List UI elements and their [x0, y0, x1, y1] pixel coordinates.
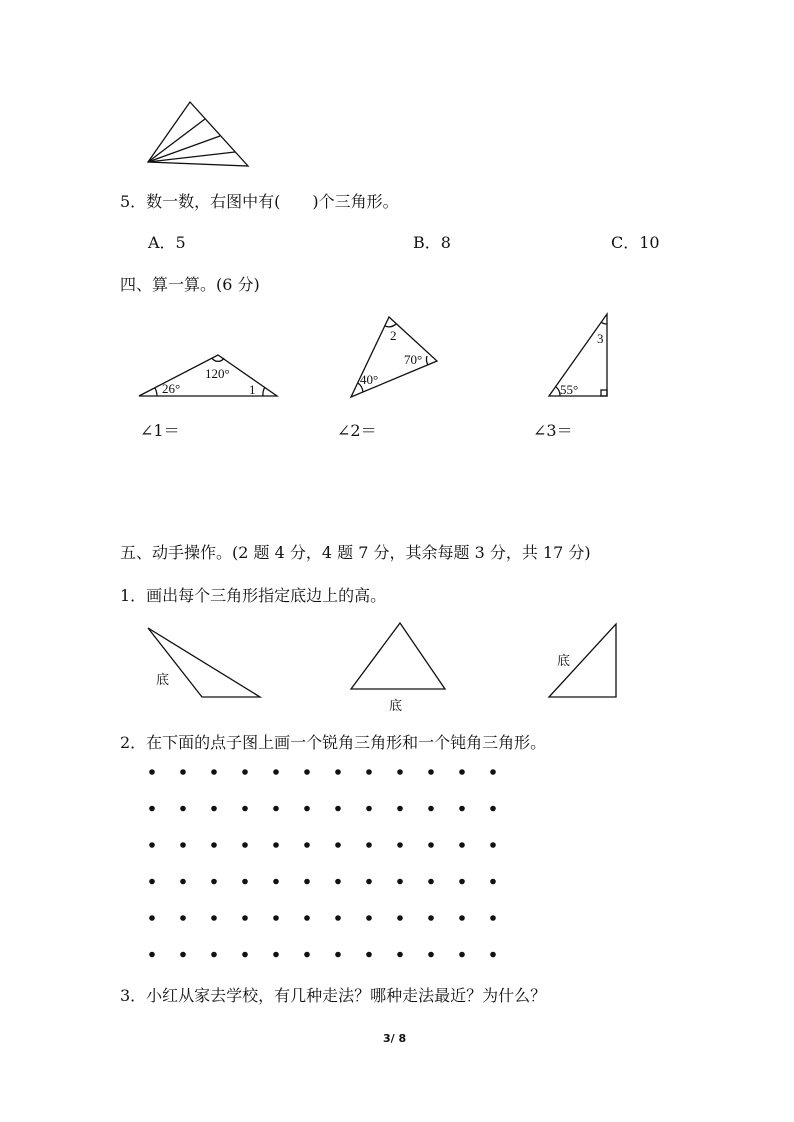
grid-dot[interactable] [211, 806, 217, 812]
grid-dot[interactable] [242, 952, 248, 958]
grid-dot[interactable] [397, 806, 403, 812]
grid-dot[interactable] [242, 879, 248, 885]
angle-label-26: 26° [162, 381, 181, 396]
grid-dot[interactable] [242, 806, 248, 812]
grid-dot[interactable] [366, 806, 372, 812]
grid-dot[interactable] [273, 769, 279, 775]
grid-dot[interactable] [273, 842, 279, 848]
grid-dot[interactable] [304, 769, 310, 775]
grid-dot[interactable] [335, 842, 341, 848]
grid-dot[interactable] [211, 769, 217, 775]
angle-label-70: 70° [404, 352, 423, 367]
q5-text: 5．数一数，右图中有( )个三角形。 [120, 192, 399, 211]
grid-dot[interactable] [149, 915, 155, 921]
grid-dot[interactable] [490, 952, 496, 958]
grid-dot[interactable] [397, 842, 403, 848]
angle-triangle-2 [346, 313, 446, 401]
grid-dot[interactable] [180, 842, 186, 848]
angle-label-2: 2 [390, 328, 397, 343]
grid-dot[interactable] [490, 879, 496, 885]
grid-dot[interactable] [459, 879, 465, 885]
grid-dot[interactable] [459, 915, 465, 921]
answer-angle-1: ∠1＝ [140, 421, 180, 440]
grid-dot[interactable] [304, 879, 310, 885]
grid-dot[interactable] [490, 842, 496, 848]
angle-label-1: 1 [249, 382, 256, 397]
angle-label-40: 40° [360, 372, 379, 387]
grid-dot[interactable] [335, 952, 341, 958]
dot-grid[interactable] [140, 762, 506, 962]
angle-triangle-3 [545, 310, 615, 402]
grid-dot[interactable] [211, 842, 217, 848]
grid-dot[interactable] [211, 915, 217, 921]
q2-text: 2．在下面的点子图上画一个锐角三角形和一个钝角三角形。 [120, 733, 547, 752]
grid-dot[interactable] [397, 769, 403, 775]
grid-dot[interactable] [242, 842, 248, 848]
grid-dot[interactable] [366, 842, 372, 848]
base-label-1: 底 [156, 672, 170, 687]
grid-dot[interactable] [149, 952, 155, 958]
grid-dot[interactable] [180, 915, 186, 921]
angle-label-3: 3 [597, 331, 604, 346]
grid-dot[interactable] [273, 806, 279, 812]
angle-label-120: 120° [205, 366, 230, 381]
page-number: 3/ 8 [383, 1032, 407, 1045]
grid-dot[interactable] [180, 879, 186, 885]
base-label-2: 底 [389, 698, 403, 713]
grid-dot[interactable] [304, 915, 310, 921]
grid-dot[interactable] [180, 769, 186, 775]
grid-dot[interactable] [428, 769, 434, 775]
grid-dot[interactable] [366, 769, 372, 775]
angle-triangle-1 [135, 350, 285, 402]
height-triangle-2 [345, 618, 449, 716]
q3-text: 3．小红从家去学校，有几种走法？哪种走法最近？为什么？ [120, 986, 547, 1005]
answer-angle-3: ∠3＝ [533, 421, 573, 440]
grid-dot[interactable] [428, 879, 434, 885]
angle-label-55: 55° [560, 382, 579, 397]
grid-dot[interactable] [149, 842, 155, 848]
grid-dot[interactable] [428, 806, 434, 812]
grid-dot[interactable] [397, 915, 403, 921]
grid-dot[interactable] [335, 806, 341, 812]
grid-dot[interactable] [459, 842, 465, 848]
answer-angle-2: ∠2＝ [337, 421, 377, 440]
grid-dot[interactable] [211, 879, 217, 885]
grid-dot[interactable] [273, 879, 279, 885]
section5-heading: 五、动手操作。(2 题 4 分，4 题 7 分，其余每题 3 分，共 17 分) [120, 543, 591, 562]
base-label-3: 底 [557, 653, 571, 668]
grid-dot[interactable] [180, 806, 186, 812]
grid-dot[interactable] [366, 879, 372, 885]
grid-dot[interactable] [459, 952, 465, 958]
grid-dot[interactable] [366, 915, 372, 921]
section4-heading: 四、算一算。(6 分) [120, 275, 260, 294]
grid-dot[interactable] [242, 769, 248, 775]
grid-dot[interactable] [149, 879, 155, 885]
height-triangle-3 [545, 620, 620, 702]
q1-text: 1．画出每个三角形指定底边上的高。 [120, 586, 387, 605]
grid-dot[interactable] [273, 952, 279, 958]
grid-dot[interactable] [490, 769, 496, 775]
fan-triangle-figure [140, 95, 260, 175]
grid-dot[interactable] [428, 842, 434, 848]
grid-dot[interactable] [304, 952, 310, 958]
grid-dot[interactable] [335, 879, 341, 885]
grid-dot[interactable] [149, 769, 155, 775]
grid-dot[interactable] [335, 769, 341, 775]
grid-dot[interactable] [459, 806, 465, 812]
grid-dot[interactable] [149, 806, 155, 812]
grid-dot[interactable] [273, 915, 279, 921]
grid-dot[interactable] [428, 952, 434, 958]
grid-dot[interactable] [211, 952, 217, 958]
q5-option-b: B．8 [413, 233, 451, 252]
grid-dot[interactable] [335, 915, 341, 921]
q5-option-c: C．10 [611, 233, 660, 252]
q5-option-a: A．5 [148, 233, 186, 252]
grid-dot[interactable] [366, 952, 372, 958]
grid-dot[interactable] [304, 806, 310, 812]
grid-dot[interactable] [428, 915, 434, 921]
grid-dot[interactable] [397, 952, 403, 958]
grid-dot[interactable] [397, 879, 403, 885]
height-triangle-1 [140, 622, 265, 702]
grid-dot[interactable] [180, 952, 186, 958]
grid-dot[interactable] [490, 915, 496, 921]
grid-dot[interactable] [459, 769, 465, 775]
grid-dot[interactable] [490, 806, 496, 812]
grid-dot[interactable] [304, 842, 310, 848]
grid-dot[interactable] [242, 915, 248, 921]
